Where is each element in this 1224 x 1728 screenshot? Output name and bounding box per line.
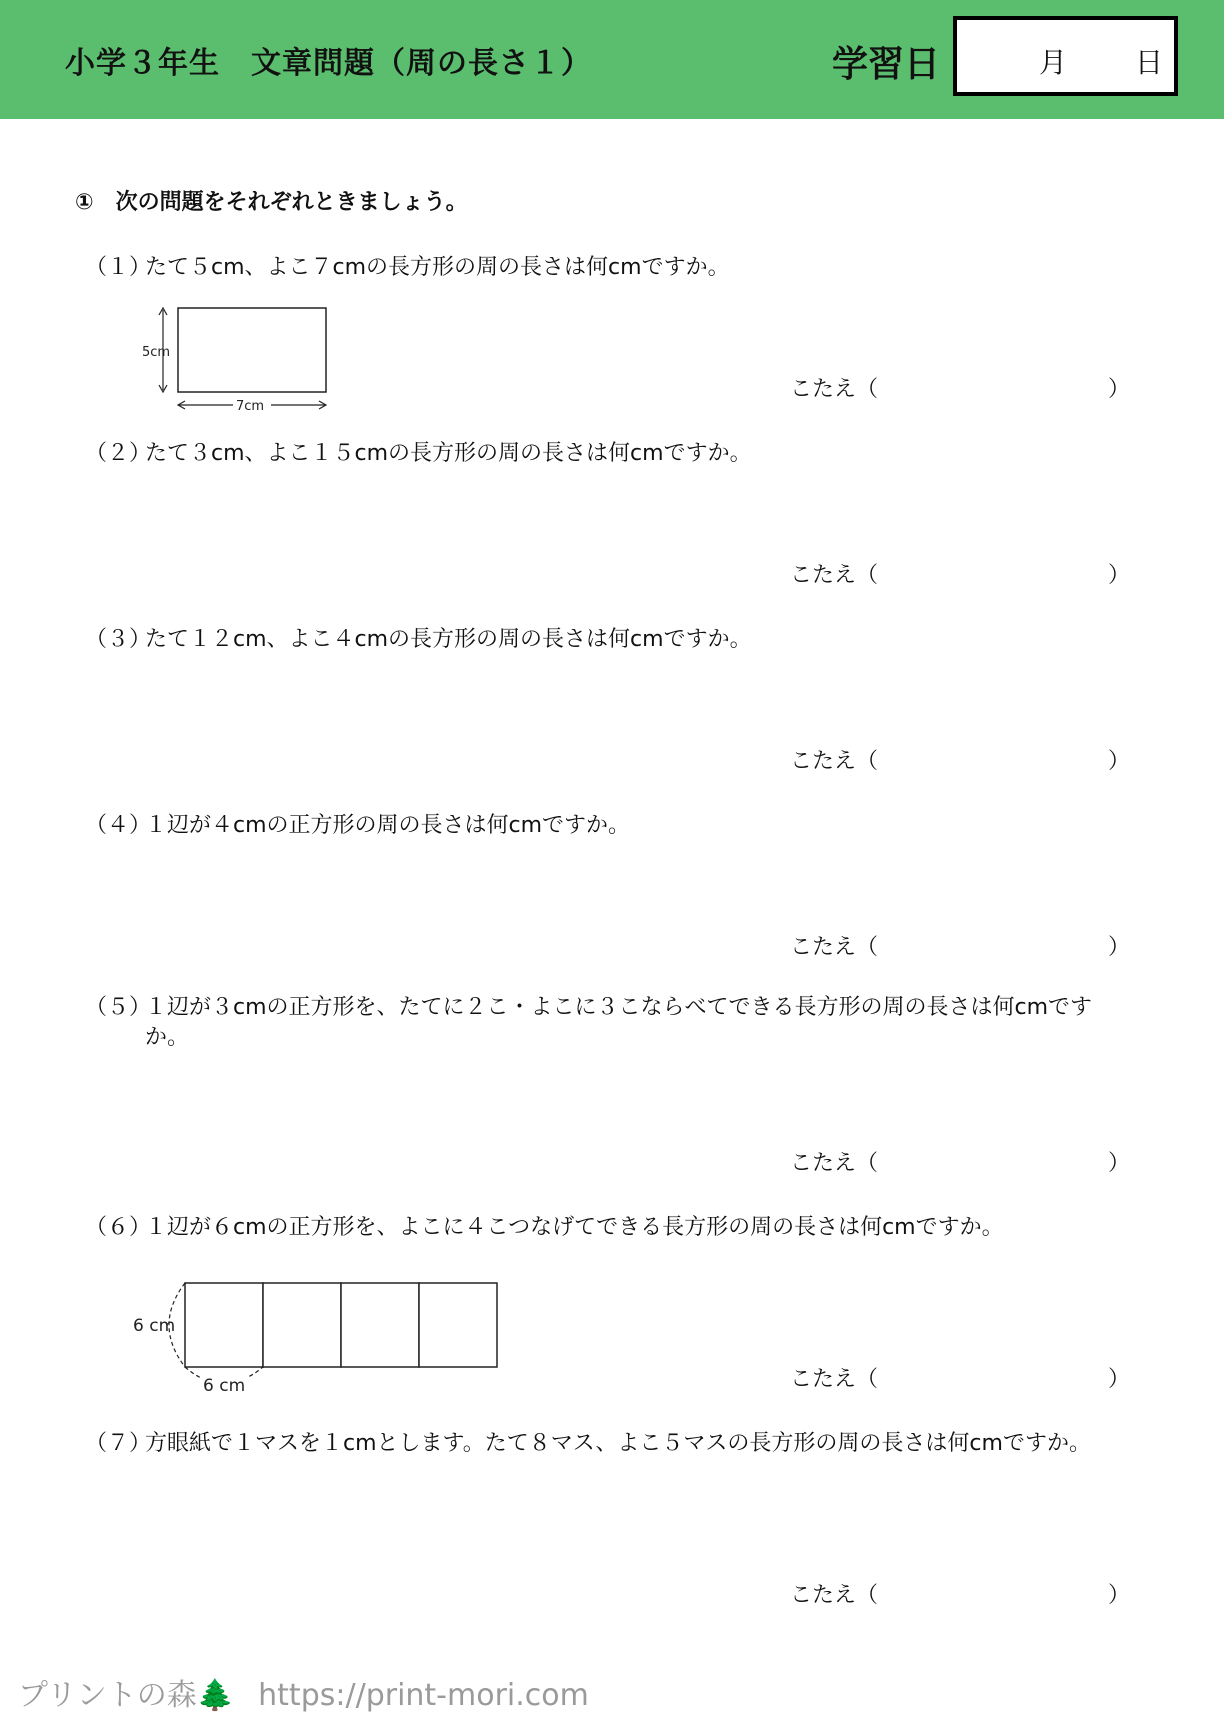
question-number: （４） [85,813,152,838]
width-label: 6 cm [203,1376,246,1396]
rectangle-shape [178,308,326,392]
question-7 [85,1426,1091,1457]
answer-close: ） [1107,1583,1130,1608]
width-label: 7cm [236,399,265,414]
height-label: 6 cm [133,1316,176,1336]
question-number: （３） [85,627,152,652]
question-text: 方眼紙で１マスを１cmとします。たて８マス、よこ５マスの長方形の周の長さは何cmですか。 [145,1431,1091,1456]
answer-close: ） [1107,749,1130,774]
answer-close: ） [1107,377,1130,402]
answer-close: ） [1107,1151,1130,1176]
answer-label: こたえ（ [790,1367,879,1392]
question-number: （５） [85,995,152,1020]
squares-row [185,1283,497,1367]
answer-label: こたえ（ [790,935,879,960]
answer-label: こたえ（ [790,377,879,402]
square-cell [419,1283,497,1367]
question-number: （１） [85,255,152,280]
answer-label: こたえ（ [790,1583,879,1608]
question-text: たて１２cm、よこ４cmの長方形の周の長さは何cmですか。 [145,627,752,652]
question-5 [85,993,1130,1053]
footer-brand: プリントの森🌲 [18,1678,235,1713]
question-number: （７） [85,1431,152,1456]
answer-close: ） [1107,1367,1130,1392]
question-1 [85,250,730,281]
answer-label: こたえ（ [790,1151,879,1176]
page-title: 小学３年生 文章問題（周の長さ１） [65,46,592,81]
day-label: 日 [1135,46,1164,79]
question-4 [85,808,630,839]
question-6 [85,1210,1004,1241]
question-number: （２） [85,441,152,466]
header-bar [0,0,1224,119]
study-date-box[interactable] [953,16,1178,96]
square-cell [185,1283,263,1367]
footer [18,1670,589,1714]
instruction: ① 次の問題をそれぞれときましょう。 [75,190,468,215]
question-text: たて５cm、よこ７cmの長方形の周の長さは何cmですか。 [145,255,730,280]
question-2 [85,436,752,467]
square-cell [263,1283,341,1367]
question-3 [85,622,752,653]
question-text: １辺が６cmの正方形を、よこに４こつなげてできる長方形の周の長さは何cmですか。 [145,1215,1004,1240]
answer-close: ） [1107,935,1130,960]
answer-label: こたえ（ [790,563,879,588]
footer-url[interactable]: https://print-mori.com [258,1678,589,1713]
rectangle-figure [135,300,335,420]
question-text: １辺が４cmの正方形の周の長さは何cmですか。 [145,813,631,838]
study-date-label: 学習日 [832,44,941,85]
height-label: 5cm [142,345,171,360]
question-text: １辺が３cmの正方形を、たてに２こ・よこに３こならべてできる長方形の周の長さは何cmですか。 [145,995,1093,1050]
answer-close: ） [1107,563,1130,588]
answer-label: こたえ（ [790,749,879,774]
question-text: たて３cm、よこ１５cmの長方形の周の長さは何cmですか。 [145,441,752,466]
question-number: （６） [85,1215,152,1240]
squares-figure [125,1265,505,1400]
month-label: 月 [1039,46,1068,79]
square-cell [341,1283,419,1367]
